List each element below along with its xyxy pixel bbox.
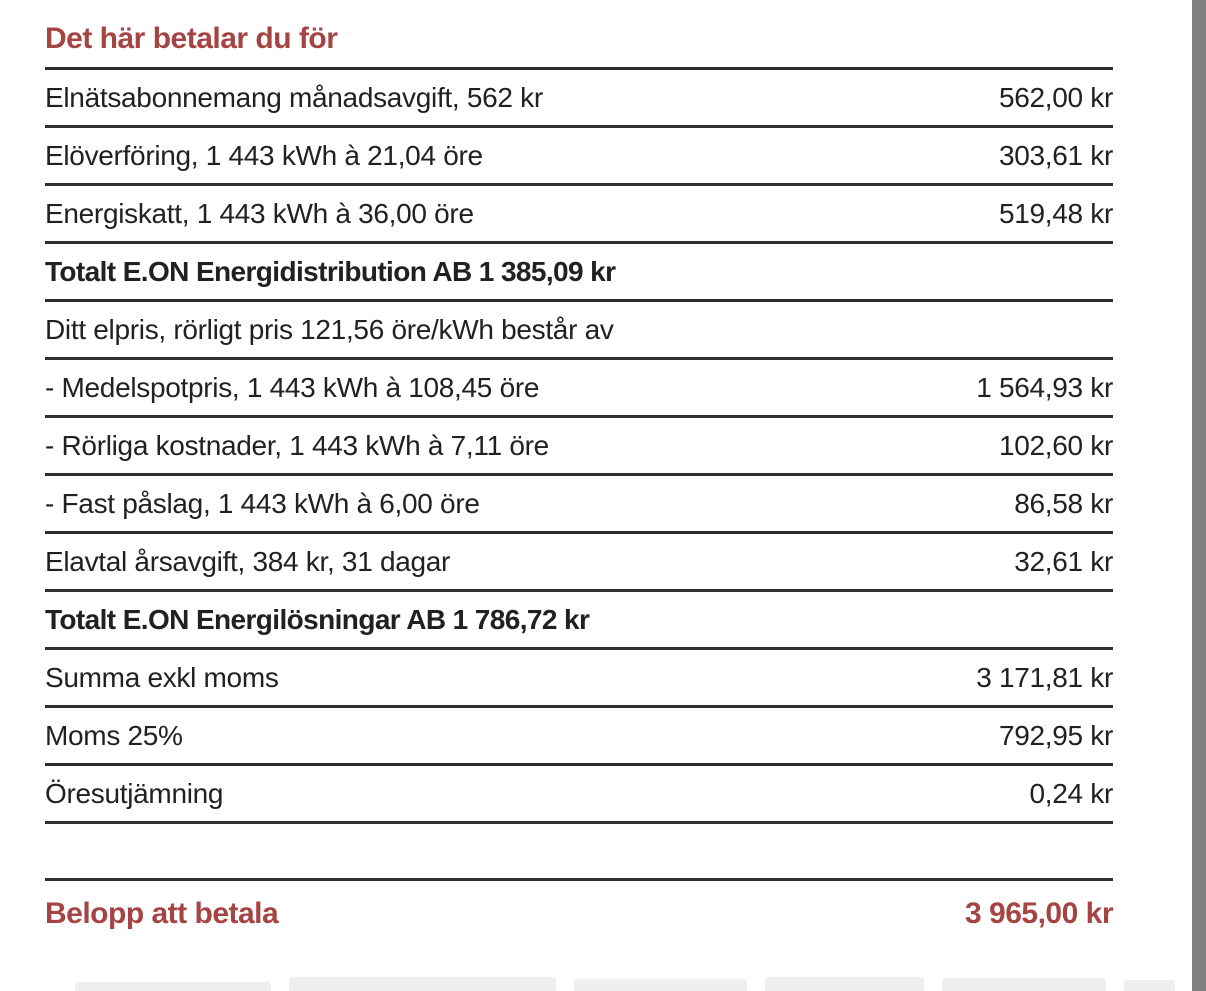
row-amount: 0,24 kr (1029, 777, 1113, 809)
row-amount: 1 564,93 kr (976, 371, 1113, 403)
row-label: Energiskatt, 1 443 kWh à 36,00 öre (45, 197, 474, 229)
row-amount: 86,58 kr (1014, 487, 1113, 519)
amount-to-pay-value: 3 965,00 kr (965, 897, 1113, 930)
cutoff-text-band (75, 976, 1175, 991)
row-label: - Rörliga kostnader, 1 443 kWh à 7,11 öre (45, 429, 549, 461)
cutoff-text-fragment (942, 978, 1106, 991)
row-label: - Medelspotpris, 1 443 kWh à 108,45 öre (45, 371, 540, 403)
table-row (45, 650, 1113, 708)
table-row (45, 418, 1113, 476)
section-title: Det här betalar du för (45, 0, 1113, 70)
cutoff-text-fragment (1124, 980, 1175, 991)
table-row (45, 534, 1113, 592)
row-label: Moms 25% (45, 719, 183, 751)
row-label: Ditt elpris, rörligt pris 121,56 öre/kWh består av (45, 313, 614, 345)
table-row (45, 186, 1113, 244)
cutoff-text-fragment (289, 977, 556, 991)
row-amount: 519,48 kr (998, 197, 1113, 229)
row-label: - Fast påslag, 1 443 kWh à 6,00 öre (45, 487, 480, 519)
table-row-subtotal (45, 244, 1113, 302)
row-amount: 32,61 kr (1014, 545, 1113, 577)
row-label: Totalt E.ON Energilösningar AB 1 786,72 kr (45, 603, 590, 635)
row-amount: 102,60 kr (998, 429, 1113, 461)
row-label: Elöverföring, 1 443 kWh à 21,04 öre (45, 139, 483, 171)
row-label: Summa exkl moms (45, 661, 279, 693)
row-amount: 792,95 kr (998, 719, 1113, 751)
row-amount: 303,61 kr (998, 139, 1113, 171)
row-label: Öresutjämning (45, 777, 224, 809)
row-amount: 3 171,81 kr (976, 661, 1113, 693)
table-row (45, 360, 1113, 418)
table-row-subtotal (45, 592, 1113, 650)
row-label: Elavtal årsavgift, 384 kr, 31 dagar (45, 545, 451, 577)
amount-to-pay-row (45, 881, 1113, 931)
table-row (45, 476, 1113, 534)
table-row (45, 128, 1113, 186)
table-row (45, 766, 1113, 824)
amount-to-pay-label: Belopp att betala (45, 897, 279, 930)
table-row (45, 70, 1113, 128)
cutoff-text-fragment (765, 977, 924, 991)
table-row (45, 708, 1113, 766)
row-amount: 562,00 kr (998, 81, 1113, 113)
row-label: Totalt E.ON Energidistribution AB 1 385,09 kr (45, 255, 616, 287)
invoice-cost-breakdown (45, 0, 1113, 931)
row-label: Elnätsabonnemang månadsavgift, 562 kr (45, 81, 543, 113)
cutoff-text-fragment (574, 979, 747, 991)
scrollbar-track[interactable] (1192, 0, 1206, 991)
empty-row (45, 824, 1113, 881)
cutoff-text-fragment (75, 982, 271, 991)
table-row (45, 302, 1113, 360)
